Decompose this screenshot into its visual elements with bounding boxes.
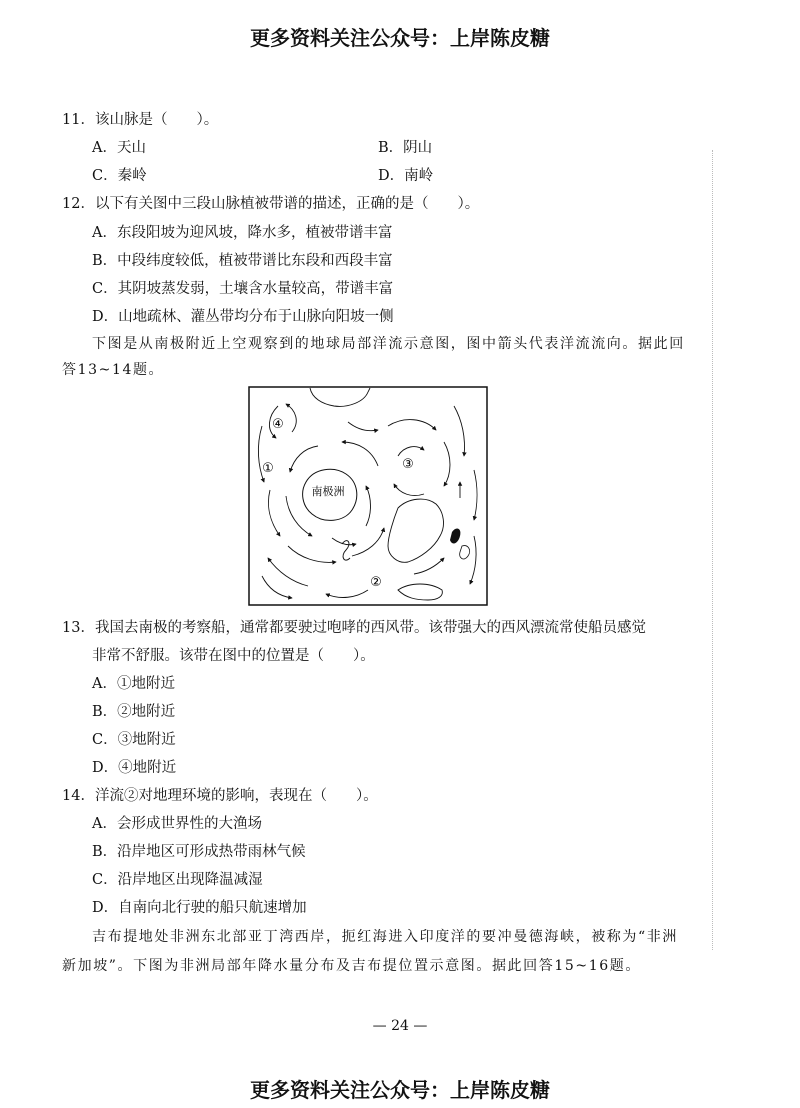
marker-2: ② — [370, 575, 382, 590]
marker-3: ③ — [402, 457, 414, 472]
q13-option-d: D．④地附近 — [92, 760, 177, 776]
q12-option-b: B．中段纬度较低，植被带谱比东段和西段丰富 — [92, 253, 393, 269]
question-13-stem-line2: 非常不舒服。该带在图中的位置是（ ）。 — [92, 648, 375, 664]
marker-1: ① — [262, 461, 274, 476]
margin-rule — [712, 150, 713, 950]
intro-15-16-line2: 新加坡”。下图为非洲局部年降水量分布及吉布提位置示意图。据此回答15~16题。 — [62, 958, 641, 974]
intro-13-14-line2: 答13~14题。 — [62, 362, 165, 378]
q11-option-b: B．阴山 — [378, 140, 433, 156]
intro-13-14-line1: 下图是从南极附近上空观察到的地球局部洋流示意图，图中箭头代表洋流流向。据此回 — [92, 336, 685, 352]
q14-option-a: A．会形成世界性的大渔场 — [92, 816, 262, 832]
q12-option-d: D．山地疏林、灌丛带均分布于山脉向阳坡一侧 — [92, 309, 394, 325]
page-header-watermark: 更多资料关注公众号：上岸陈皮糖 — [250, 26, 550, 50]
page-footer-watermark: 更多资料关注公众号：上岸陈皮糖 — [250, 1078, 550, 1102]
q12-option-a: A．东段阳坡为迎风坡，降水多，植被带谱丰富 — [92, 225, 393, 241]
intro-15-16-line1: 吉布提地处非洲东北部亚丁湾西岸，扼红海进入印度洋的要冲曼德海峡，被称为“非洲 — [92, 929, 678, 945]
question-11-stem: 11．该山脉是（ ）。 — [62, 112, 219, 128]
marker-4: ④ — [272, 417, 284, 432]
antarctica-label: 南极洲 — [311, 485, 345, 498]
question-14-stem: 14．洋流②对地理环境的影响，表现在（ ）。 — [62, 788, 378, 804]
q11-option-d: D．南岭 — [378, 168, 434, 184]
q13-option-c: C．③地附近 — [92, 732, 176, 748]
q13-option-a: A．①地附近 — [92, 676, 175, 692]
map-frame — [249, 387, 487, 605]
q11-option-c: C．秦岭 — [92, 168, 147, 184]
page-number: — 24 — — [372, 1018, 428, 1034]
q11-option-a: A．天山 — [92, 140, 146, 156]
q14-option-c: C．沿岸地区出现降温减湿 — [92, 872, 263, 888]
q14-option-d: D．自南向北行驶的船只航速增加 — [92, 900, 307, 916]
ocean-current-map — [248, 386, 488, 606]
question-13-stem-line1: 13．我国去南极的考察船，通常都要驶过咆哮的西风带。该带强大的西风漂流常使船员感觉 — [62, 620, 646, 636]
q13-option-b: B．②地附近 — [92, 704, 176, 720]
q12-option-c: C．其阴坡蒸发弱，土壤含水量较高，带谱丰富 — [92, 281, 394, 297]
question-12-stem: 12．以下有关图中三段山脉植被带谱的描述，正确的是（ ）。 — [62, 196, 480, 212]
q14-option-b: B．沿岸地区可形成热带雨林气候 — [92, 844, 306, 860]
